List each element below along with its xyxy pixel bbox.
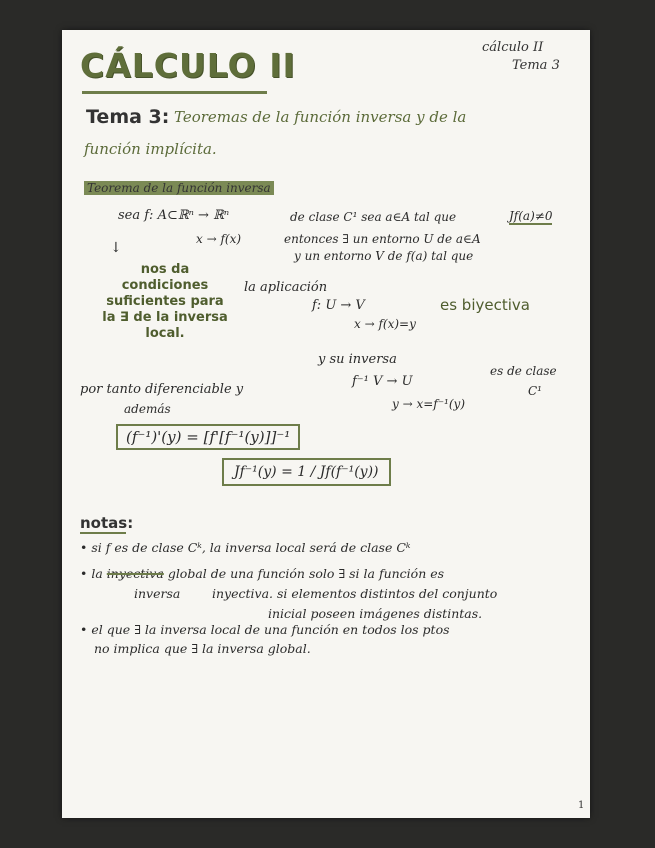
- margin-note: nos da condiciones suficientes para la ∃ de la inversa local.: [102, 262, 228, 341]
- biyectiva-text: es biyectiva: [440, 296, 530, 314]
- tema-text-1: Teoremas de la función inversa y de la: [174, 108, 467, 126]
- theorem-sea: sea f: A⊂ℝⁿ → ℝⁿ: [118, 208, 230, 223]
- notas-underline: [80, 532, 126, 534]
- nota-2-line-3: inicial poseen imágenes distintas.: [268, 606, 483, 621]
- portanto-text: por tanto diferenciable y: [80, 382, 244, 397]
- theorem-clase: de clase C¹ sea a∈A tal que: [290, 210, 457, 224]
- notas-heading: notas:: [80, 514, 134, 532]
- arrow-down-icon: ↓: [110, 240, 122, 256]
- corner-topic: Tema 3: [512, 58, 560, 73]
- inversa-label: y su inversa: [318, 352, 397, 367]
- theorem-entonces: entonces ∃ un entorno U de a∈A: [284, 232, 481, 246]
- f-map-2: x → f(x)=y: [354, 317, 416, 331]
- formula-jacobian-box: Jf⁻¹(y) = 1 / Jf(f⁻¹(y)): [222, 458, 391, 486]
- nota-2-inversa: inversa: [134, 586, 181, 601]
- corner-subject: cálculo II: [482, 40, 544, 55]
- notebook-page: [62, 30, 590, 818]
- nota-3-line-1: • el que ∃ la inversa local de una función en todos los ptos: [80, 622, 450, 637]
- inv-clase-label: es de clase: [490, 364, 557, 378]
- theorem-entorno-v: y un entorno V de f(a) tal que: [294, 249, 474, 263]
- inv-clase-value: C¹: [528, 384, 542, 398]
- page-title: CÁLCULO II: [80, 46, 296, 85]
- page-number: 1: [578, 800, 585, 811]
- nota-2-line-1: • la inyectiva global de una función solo ∃ si la función es: [80, 566, 445, 581]
- ademas-text: además: [124, 402, 171, 416]
- title-underline: [82, 91, 267, 94]
- tema-label: Tema 3:: [86, 106, 170, 128]
- aplicacion-label: la aplicación: [244, 280, 328, 295]
- section-heading: Teorema de la función inversa: [84, 181, 274, 195]
- inv-map-2: y → x=f⁻¹(y): [392, 397, 466, 411]
- theorem-jacobian: Jf(a)≠0: [509, 209, 553, 223]
- nota-2-line-2: inyectiva. si elementos distintos del conjunto: [212, 586, 498, 601]
- tema-text-2: función implícita.: [84, 140, 217, 158]
- theorem-map-x: x → f(x): [196, 232, 242, 246]
- nota-3-line-2: no implica que ∃ la inversa global.: [94, 641, 311, 656]
- formula-derivative-box: (f⁻¹)'(y) = [f'[f⁻¹(y)]]⁻¹: [116, 424, 300, 450]
- nota-1: • si f es de clase Cᵏ, la inversa local será de clase Cᵏ: [80, 540, 411, 555]
- f-map-1: f: U → V: [312, 298, 365, 313]
- inv-map-1: f⁻¹ V → U: [352, 374, 413, 389]
